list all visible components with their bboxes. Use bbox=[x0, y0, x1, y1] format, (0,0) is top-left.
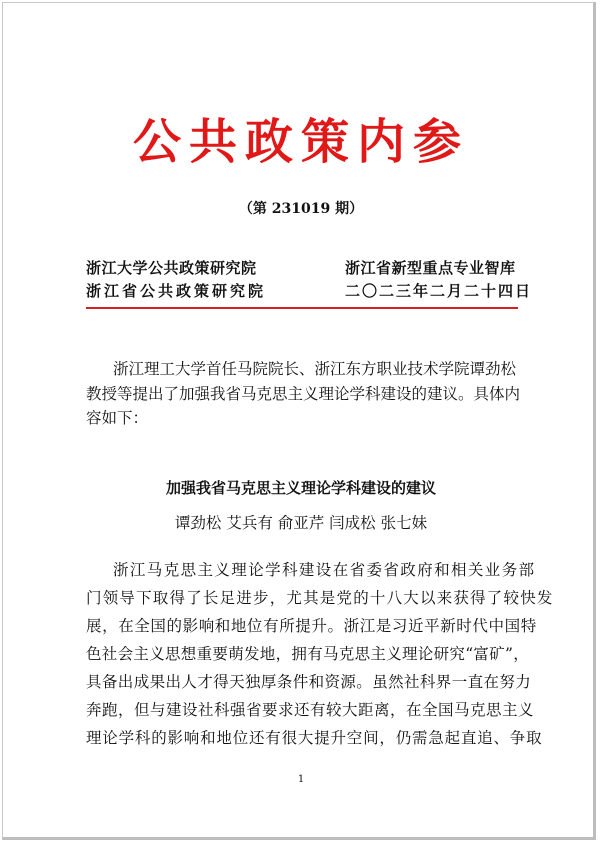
body-line: 奔跑，但与建设社科强省要求还有较大距离，在全国马克思主义 bbox=[86, 701, 535, 719]
body-line: 浙江马克思主义理论学科建设在省委省政府和相关业务部 bbox=[113, 561, 536, 579]
body-line: 门领导下取得了长足进步，尤其是党的十八大以来获得了较快发 bbox=[86, 589, 554, 607]
page-number: 1 bbox=[297, 774, 305, 785]
masthead-title: 公共政策内参 bbox=[132, 114, 469, 170]
body-line: 展，在全国的影响和地位有所提升。浙江是习近平新时代中国特 bbox=[86, 617, 537, 635]
header-divider bbox=[86, 307, 518, 309]
publisher-line-2: 浙江省公共政策研究院 bbox=[86, 282, 267, 300]
body-line: 色社会主义思想重要萌发地，拥有马克思主义理论研究“富矿”， bbox=[86, 645, 530, 663]
issue-number: （第 231019 期） bbox=[238, 201, 364, 217]
publisher-line-1: 浙江大学公共政策研究院 bbox=[86, 259, 257, 277]
article-title: 加强我省马克思主义理论学科建设的建议 bbox=[165, 479, 436, 497]
intro-line: 浙江理工大学首任马院院长、浙江东方职业技术学院谭劲松 bbox=[113, 360, 517, 378]
publication-date: 二〇二三年二月二十四日 bbox=[345, 282, 533, 300]
intro-line: 教授等提出了加强我省马克思主义理论学科建设的建议。具体内 bbox=[86, 385, 521, 403]
body-line: 理论学科的影响和地位还有很大提升空间，仍需急起直追、争取 bbox=[86, 729, 543, 747]
body-line: 具备出成果出人才得天独厚条件和资源。虽然社科界一直在努力 bbox=[86, 673, 532, 691]
intro-line: 容如下： bbox=[86, 409, 149, 427]
article-authors: 谭劲松 艾兵有 俞亚芹 闫成松 张七妹 bbox=[174, 514, 428, 532]
think-tank-label: 浙江省新型重点专业智库 bbox=[345, 259, 516, 277]
